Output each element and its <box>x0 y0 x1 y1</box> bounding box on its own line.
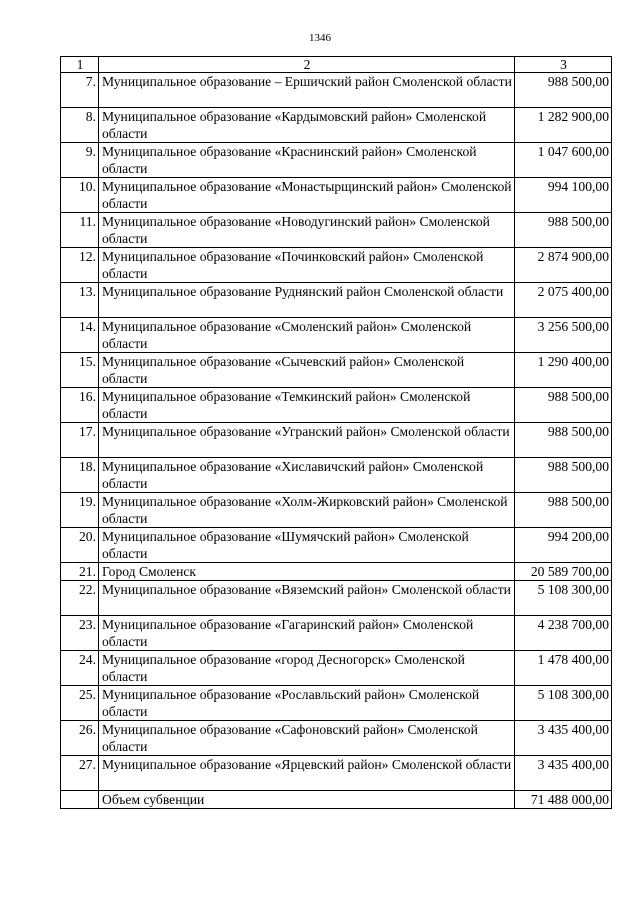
row-number: 27. <box>61 756 99 791</box>
row-number: 13. <box>61 283 99 318</box>
row-municipality: Муниципальное образование «Угранский район» Смоленской области <box>99 423 515 458</box>
row-number: 16. <box>61 388 99 423</box>
table-row <box>61 213 612 248</box>
row-municipality: Муниципальное образование «Кардымовский район» Смоленской области <box>99 108 515 143</box>
row-municipality: Муниципальное образование «Монастырщинский район» Смоленской области <box>99 178 515 213</box>
column-header-name: 2 <box>99 57 515 73</box>
subvention-table <box>60 56 612 809</box>
row-amount: 2 874 900,00 <box>515 248 612 283</box>
row-amount: 5 108 300,00 <box>515 686 612 721</box>
row-municipality: Муниципальное образование «Холм-Жирковский район» Смоленской области <box>99 493 515 528</box>
row-municipality: Муниципальное образование – Ершичский район Смоленской области <box>99 73 515 108</box>
row-number: 17. <box>61 423 99 458</box>
row-number: 22. <box>61 581 99 616</box>
row-amount: 5 108 300,00 <box>515 581 612 616</box>
row-municipality: Муниципальное образование «Рославльский район» Смоленской области <box>99 686 515 721</box>
table-row <box>61 388 612 423</box>
row-number: 15. <box>61 353 99 388</box>
row-amount: 3 435 400,00 <box>515 721 612 756</box>
row-municipality: Муниципальное образование Руднянский район Смоленской области <box>99 283 515 318</box>
row-municipality: Муниципальное образование «Хиславичский район» Смоленской области <box>99 458 515 493</box>
row-municipality: Муниципальное образование «Ярцевский район» Смоленской области <box>99 756 515 791</box>
table-header-row <box>61 57 612 73</box>
row-amount: 988 500,00 <box>515 388 612 423</box>
row-municipality: Муниципальное образование «город Десногорск» Смоленской области <box>99 651 515 686</box>
row-municipality: Город Смоленск <box>99 563 515 581</box>
page-number: 1346 <box>309 32 331 44</box>
table-row <box>61 493 612 528</box>
table-row <box>61 528 612 563</box>
row-number: 21. <box>61 563 99 581</box>
row-number: 23. <box>61 616 99 651</box>
table-row <box>61 353 612 388</box>
table-row <box>61 423 612 458</box>
table-row <box>61 248 612 283</box>
row-amount: 1 282 900,00 <box>515 108 612 143</box>
column-header-number: 1 <box>61 57 99 73</box>
column-header-amount: 3 <box>515 57 612 73</box>
row-number: 12. <box>61 248 99 283</box>
table-row <box>61 318 612 353</box>
row-amount: 988 500,00 <box>515 73 612 108</box>
row-amount: 994 100,00 <box>515 178 612 213</box>
row-number: 9. <box>61 143 99 178</box>
row-municipality: Муниципальное образование «Новодугинский район» Смоленской области <box>99 213 515 248</box>
row-municipality: Муниципальное образование «Шумячский район» Смоленской области <box>99 528 515 563</box>
row-number: 11. <box>61 213 99 248</box>
table-row <box>61 616 612 651</box>
row-amount: 988 500,00 <box>515 213 612 248</box>
table-row <box>61 283 612 318</box>
row-amount: 988 500,00 <box>515 493 612 528</box>
table-row <box>61 651 612 686</box>
table-row <box>61 458 612 493</box>
row-municipality: Муниципальное образование «Починковский район» Смоленской области <box>99 248 515 283</box>
row-number: 24. <box>61 651 99 686</box>
row-amount: 3 256 500,00 <box>515 318 612 353</box>
table-row <box>61 686 612 721</box>
table-row <box>61 581 612 616</box>
row-municipality: Муниципальное образование «Темкинский район» Смоленской области <box>99 388 515 423</box>
row-amount: 3 435 400,00 <box>515 756 612 791</box>
row-number: 7. <box>61 73 99 108</box>
row-municipality: Муниципальное образование «Сычевский район» Смоленской области <box>99 353 515 388</box>
row-amount: 2 075 400,00 <box>515 283 612 318</box>
row-number: 18. <box>61 458 99 493</box>
row-amount: 4 238 700,00 <box>515 616 612 651</box>
row-municipality: Муниципальное образование «Смоленский район» Смоленской области <box>99 318 515 353</box>
table-row <box>61 178 612 213</box>
row-amount: 988 500,00 <box>515 458 612 493</box>
row-number: 20. <box>61 528 99 563</box>
row-amount: 1 478 400,00 <box>515 651 612 686</box>
total-number <box>61 791 99 809</box>
total-row <box>61 791 612 809</box>
row-amount: 1 290 400,00 <box>515 353 612 388</box>
row-amount: 1 047 600,00 <box>515 143 612 178</box>
total-label: Объем субвенции <box>99 791 515 809</box>
row-number: 14. <box>61 318 99 353</box>
table-row <box>61 756 612 791</box>
row-municipality: Муниципальное образование «Краснинский район» Смоленской области <box>99 143 515 178</box>
row-number: 10. <box>61 178 99 213</box>
row-number: 19. <box>61 493 99 528</box>
table-row <box>61 563 612 581</box>
table-row <box>61 721 612 756</box>
row-municipality: Муниципальное образование «Вяземский район» Смоленской области <box>99 581 515 616</box>
row-number: 25. <box>61 686 99 721</box>
row-number: 26. <box>61 721 99 756</box>
table-row <box>61 73 612 108</box>
row-number: 8. <box>61 108 99 143</box>
row-municipality: Муниципальное образование «Гагаринский район» Смоленской области <box>99 616 515 651</box>
row-amount: 20 589 700,00 <box>515 563 612 581</box>
table-row <box>61 143 612 178</box>
row-amount: 994 200,00 <box>515 528 612 563</box>
total-amount: 71 488 000,00 <box>515 791 612 809</box>
table-row <box>61 108 612 143</box>
row-municipality: Муниципальное образование «Сафоновский район» Смоленской области <box>99 721 515 756</box>
row-amount: 988 500,00 <box>515 423 612 458</box>
